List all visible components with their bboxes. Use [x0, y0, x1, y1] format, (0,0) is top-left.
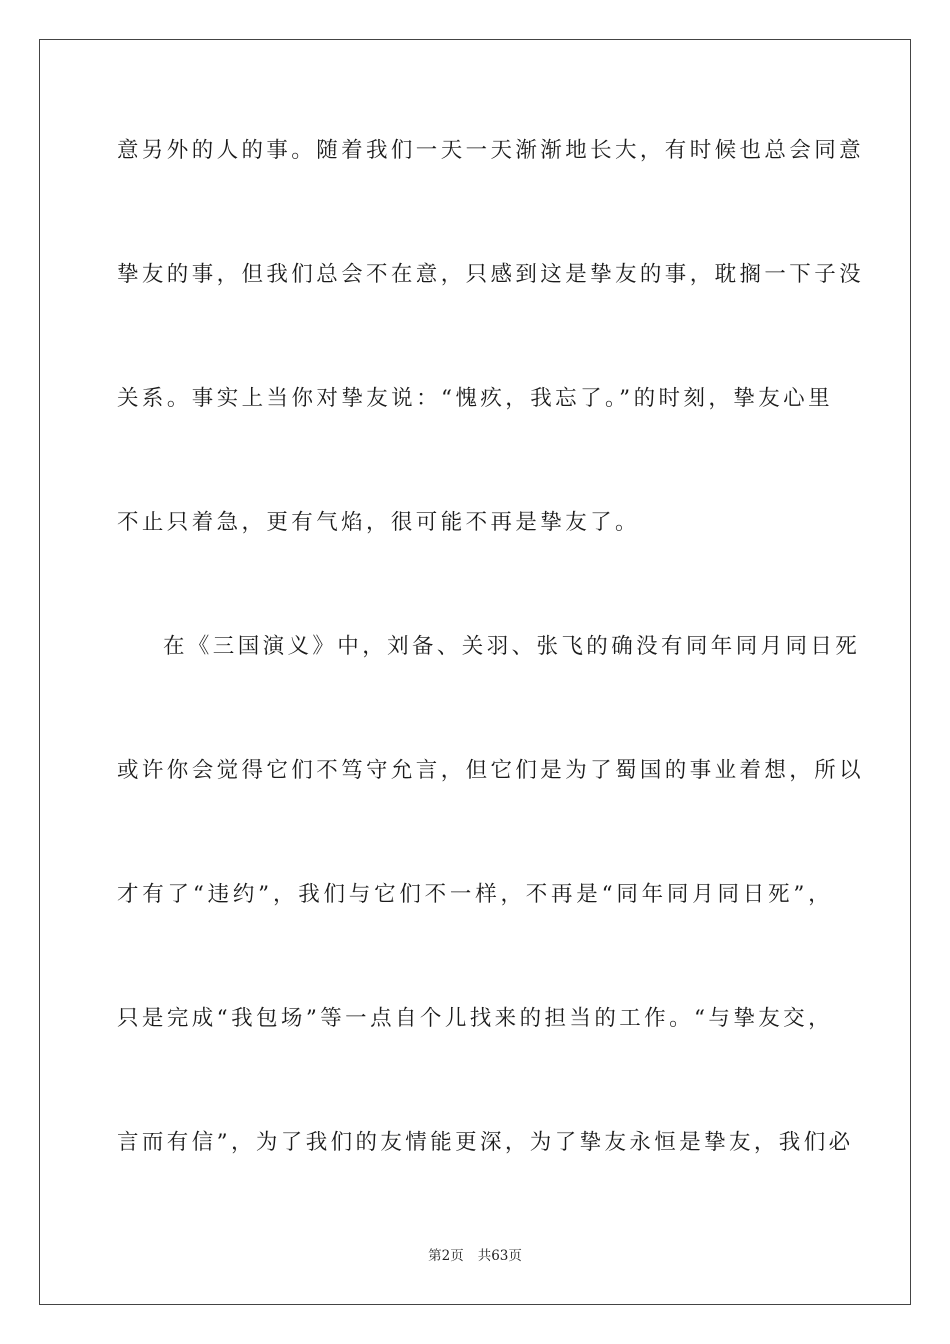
paragraph-line-1: 意另外的人的事。随着我们一天一天渐渐地长大，有时候也总会同意	[117, 138, 865, 163]
page-footer	[0, 1246, 950, 1266]
paragraph-line-4: 不止只着急，更有气焰，很可能不再是挚友了。	[117, 510, 640, 535]
paragraph-line-8: 只是完成“我包场”等一点自个儿找来的担当的工作。“与挚友交，	[117, 1006, 833, 1031]
paragraph-line-2: 挚友的事，但我们总会不在意，只感到这是挚友的事，耽搁一下子没	[117, 262, 865, 287]
paragraph-line-6: 或许你会觉得它们不笃守允言，但它们是为了蜀国的事业着想，所以	[117, 758, 865, 783]
paragraph-line-9: 言而有信”，为了我们的友情能更深，为了挚友永恒是挚友，我们必	[117, 1130, 854, 1155]
page-border	[39, 39, 911, 1305]
page-number: 第2页	[428, 1248, 464, 1264]
total-pages: 共63页	[477, 1248, 522, 1264]
paragraph-line-7: 才有了“违约”，我们与它们不一样，不再是“同年同月同日死”，	[117, 882, 833, 907]
paragraph-line-5: 在《三国演义》中，刘备、关羽、张飞的确没有同年同月同日死	[163, 634, 861, 659]
paragraph-line-3: 关系。事实上当你对挚友说：“愧疚，我忘了。”的时刻，挚友心里	[117, 386, 833, 411]
